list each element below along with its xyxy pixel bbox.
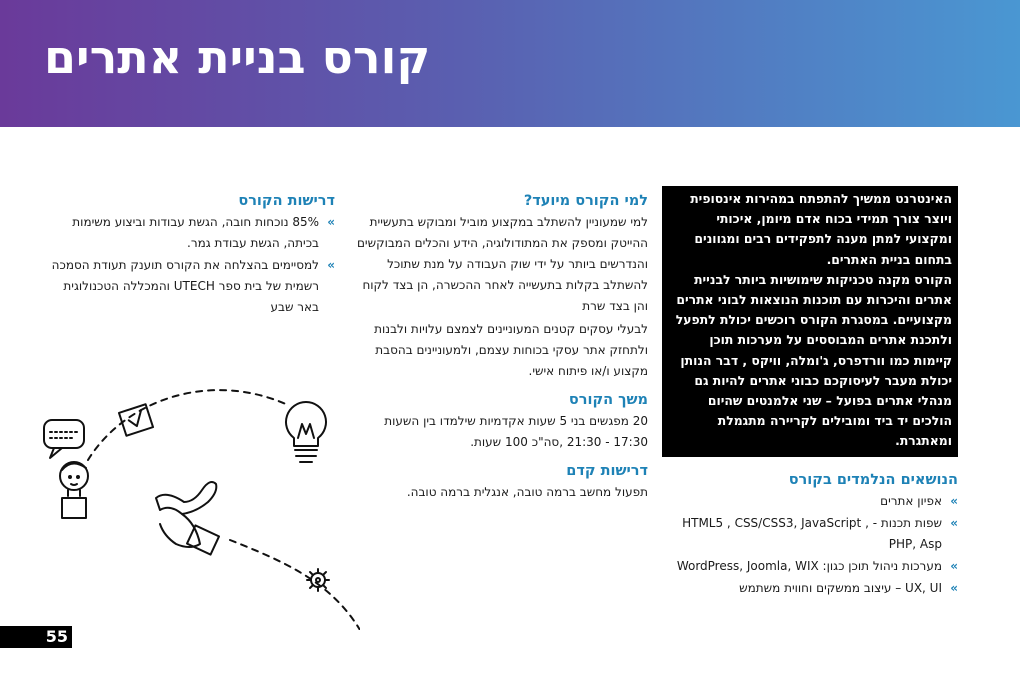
- audience-paragraph-1: למי שמעוניין להשתלב במקצוע מוביל ומבוקש בתעשיית ההייטק ומספק את המתודולוגיה, הידע והכלים המבוקשים והנדרשים ביותר על ידי שוק העבודה על מנת שתוכל להשתלב בקלות בתעשייה לאחר ההכשרה, הן בצד לקוח והן בצד שרת: [356, 215, 648, 313]
- doodle-illustration: [30, 380, 360, 630]
- topics-heading: הנושאים הנלמדים בקורס: [788, 471, 958, 488]
- lightbulb-icon: [286, 402, 326, 462]
- page-title: קורס בניית אתרים: [44, 30, 431, 84]
- bullet-icon: »: [327, 215, 335, 229]
- middle-column: [352, 193, 648, 503]
- left-column: [45, 193, 335, 319]
- header-banner: [0, 0, 1020, 127]
- audience-heading: למי הקורס מיועד?: [523, 193, 648, 209]
- requirements-list: [45, 212, 335, 318]
- intro-paragraph-2: הקורס מקנה טכניקות שימושיות ביותר לבניית אתרים והיכרות עם תוכנות הנוצאות לבוני אתרים מקצועיים. במסגרת הקורס רוכשים יכולת לתפעל ולתכנת אתרים המבוססים על מערכות תוכן קיימות כמו וורדפרס, ג'ומלה, וויקס , דבר הנותן יכולת מעבר לעיסוקכם כבוני אתרים להיות גם מנהלי אתרים בפועל – שני אלמנטים שהיום הולכים יד ביד ומובילים לקריירה מתגמלת ומאתגרת.: [675, 271, 952, 449]
- page-number-badge: [0, 626, 72, 648]
- speech-bubble-icon: [44, 420, 84, 458]
- topics-list: [662, 491, 958, 599]
- bullet-icon: »: [950, 493, 958, 508]
- bullet-icon: »: [327, 258, 335, 272]
- list-item: » 85% נוכחות חובה, הגשת עבודות וביצוע משימות בכיתה, הגשת עבודת גמר.: [45, 212, 335, 254]
- list-item: » למסיימים בהצלחה את הקורס תוענק תעודת הסמכה רשמית של בית ספר UTECH והמכללה הטכנולוגית באר שבע: [45, 255, 335, 318]
- right-column: [662, 186, 958, 600]
- prereq-text: תפעול מחשב ברמה טובה, אנגלית ברמה טובה.: [406, 485, 648, 499]
- dashed-path: [88, 390, 288, 460]
- bullet-icon: »: [950, 558, 958, 573]
- list-item: » שפות תכנות - , HTML5 , CSS/CSS3, JavaScript PHP, Asp: [662, 513, 958, 555]
- requirements-heading: דרישות הקורס: [238, 193, 335, 209]
- list-item: » UX, UI – עיצוב ממשקים וחווית משתמש: [662, 578, 958, 599]
- duration-heading: משך הקורס: [568, 392, 648, 408]
- thumbs-up-icon: [156, 482, 219, 555]
- list-item: » אפיון אתרים: [662, 491, 958, 512]
- dashed-path-2: [230, 540, 360, 630]
- intro-box: [662, 186, 958, 457]
- bullet-icon: »: [950, 515, 958, 530]
- audience-paragraph-2: לבעלי עסקים קטנים המעוניינים לצמצם עלויות ולבנות ולתחזק אתר עסקי בכוחות עצמם, ולמעוניינים בהסבת מקצוע ו/או פיתוח אישי.: [374, 322, 648, 378]
- person-icon: [60, 462, 88, 518]
- intro-paragraph-1: האינטרנט ממשיך להתפתח במהירות אינסופית ויוצר צורך תמידי בכוח אדם מיומן, איכותי ומקצועי למתן מענה לתפקידים רבים ומגוונים בתחום בניית האתרים.: [690, 191, 952, 267]
- bullet-icon: »: [950, 580, 958, 595]
- gear-icon: [307, 569, 329, 591]
- prereq-heading: דרישות קדם: [566, 463, 648, 479]
- page-number: 55: [45, 627, 68, 646]
- list-item: » מערכות ניהול תוכן כגון: WordPress, Joomla, WIX: [662, 556, 958, 577]
- duration-text: 20 מפגשים בני 5 שעות אקדמיות שילמדו בין השעות 17:30 - 21:30 ,סה"כ 100 שעות.: [384, 414, 648, 449]
